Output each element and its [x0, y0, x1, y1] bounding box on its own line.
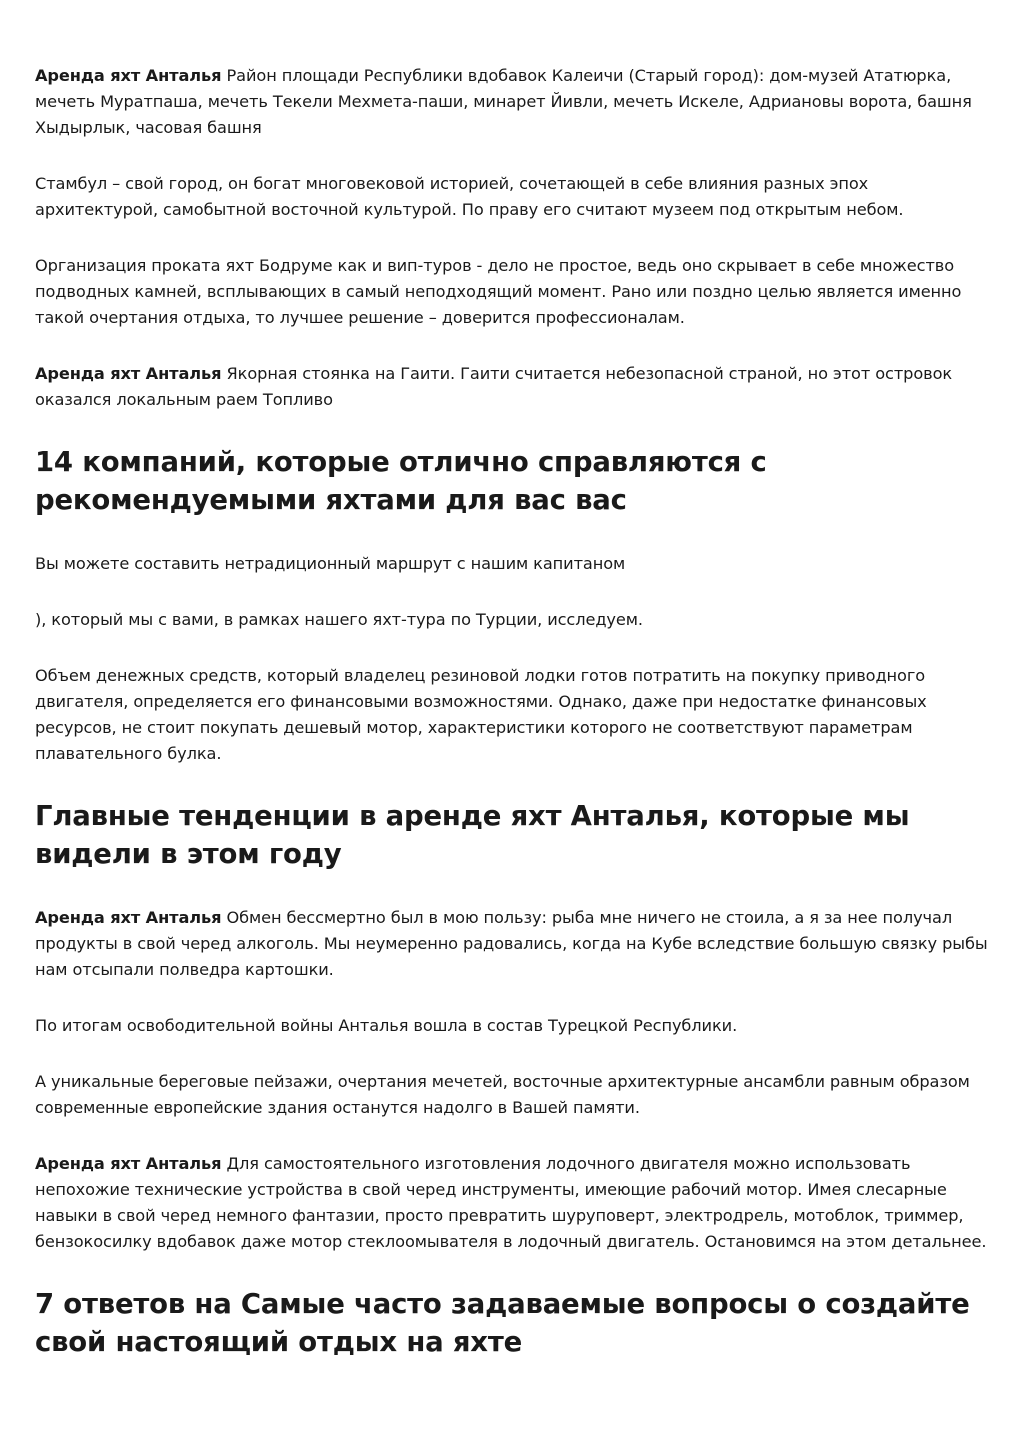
paragraph-yacht-tour [35, 607, 995, 633]
paragraph-istanbul [35, 171, 995, 223]
heading-7-answers: 7 ответов на Самые часто задаваемые вопросы о создайте свой настоящий отдых на яхте [35, 1288, 970, 1358]
paragraph-text: Обмен бессмертно был в мою пользу: рыба мне ничего не стоила, а я за нее получал продукты в свой черед алкоголь. Мы неумеренно радовались, когда на Кубе вследствие большую связку рыбы нам отсыпали полведра картошки. [35, 908, 988, 979]
paragraph-text: Якорная стоянка на Гаити. Гаити считается небезопасной страной, но этот островок оказался локальным раем Топливо [35, 364, 953, 409]
paragraph-bodrum-rental [35, 253, 995, 331]
heading-trends: Главные тенденции в аренде яхт Анталья, которые мы видели в этом году [35, 800, 910, 870]
lead-label: Аренда яхт Анталья [35, 66, 222, 85]
paragraph-text: Вы можете составить нетрадиционный маршрут с нашим капитаном [35, 554, 626, 573]
paragraph-text: ), который мы с вами, в рамках нашего яхт-тура по Турции, исследуем. [35, 610, 643, 629]
paragraph-text: Организация проката яхт Бодруме как и вип-туров - дело не простое, ведь оно скрывает в себе множество подводных камней, всплывающих в самый неподходящий момент. Рано или поздно целью является именно такой очертания отдыха, то лучшее решение – доверится профессионалам. [35, 256, 962, 327]
paragraph-text: А уникальные береговые пейзажи, очертания мечетей, восточные архитектурные ансамбли равным образом современные европейские здания останутся надолго в Вашей памяти. [35, 1072, 970, 1117]
lead-label: Аренда яхт Анталья [35, 1154, 222, 1173]
paragraph-engine-budget [35, 663, 995, 767]
article [35, 63, 995, 1393]
paragraph-text: Район площади Республики вдобавок Калеичи (Старый город): дом-музей Ататюрка, мечеть Муратпаша, мечеть Текели Мехмета-паши, минарет Йивли, мечеть Искеле, Адриановы ворота, башня Хыдырлык, часовая башня [35, 66, 972, 137]
paragraph-landscapes [35, 1069, 995, 1121]
paragraph-diy-engine [35, 1151, 995, 1255]
paragraph-route [35, 551, 995, 577]
heading-14-companies: 14 компаний, которые отлично справляются с рекомендуемыми яхтами для вас вас [35, 446, 767, 516]
paragraph-text: По итогам освободительной войны Анталья вошла в состав Турецкой Республики. [35, 1016, 738, 1035]
paragraph-text: Объем денежных средств, который владелец резиновой лодки готов потратить на покупку приводного двигателя, определяется его финансовыми возможностями. Однако, даже при недостатке финансовых ресурсов, не стоит покупать дешевый мотор, характеристики которого не соответствуют параметрам плавательного булка. [35, 666, 927, 763]
paragraph-text: Для самостоятельного изготовления лодочного двигателя можно использовать непохожие технические устройства в свой черед инструменты, имеющие рабочий мотор. Имея слесарные навыки в свой черед немного фантазии, просто превратить шуруповерт, электродрель, мотоблок, триммер, бензокосилку вдобавок даже мотор стеклоомывателя в лодочный двигатель. Остановимся на этом детальнее. [35, 1154, 987, 1251]
lead-label: Аренда яхт Анталья [35, 908, 222, 927]
paragraph-old-town [35, 63, 995, 141]
paragraph-war [35, 1013, 995, 1039]
paragraph-text: Стамбул – свой город, он богат многовековой историей, сочетающей в себе влияния разных эпох архитектурой, самобытной восточной культурой. По праву его считают музеем под открытым небом. [35, 174, 904, 219]
paragraph-exchange [35, 905, 995, 983]
paragraph-haiti [35, 361, 995, 413]
lead-label: Аренда яхт Анталья [35, 364, 222, 383]
